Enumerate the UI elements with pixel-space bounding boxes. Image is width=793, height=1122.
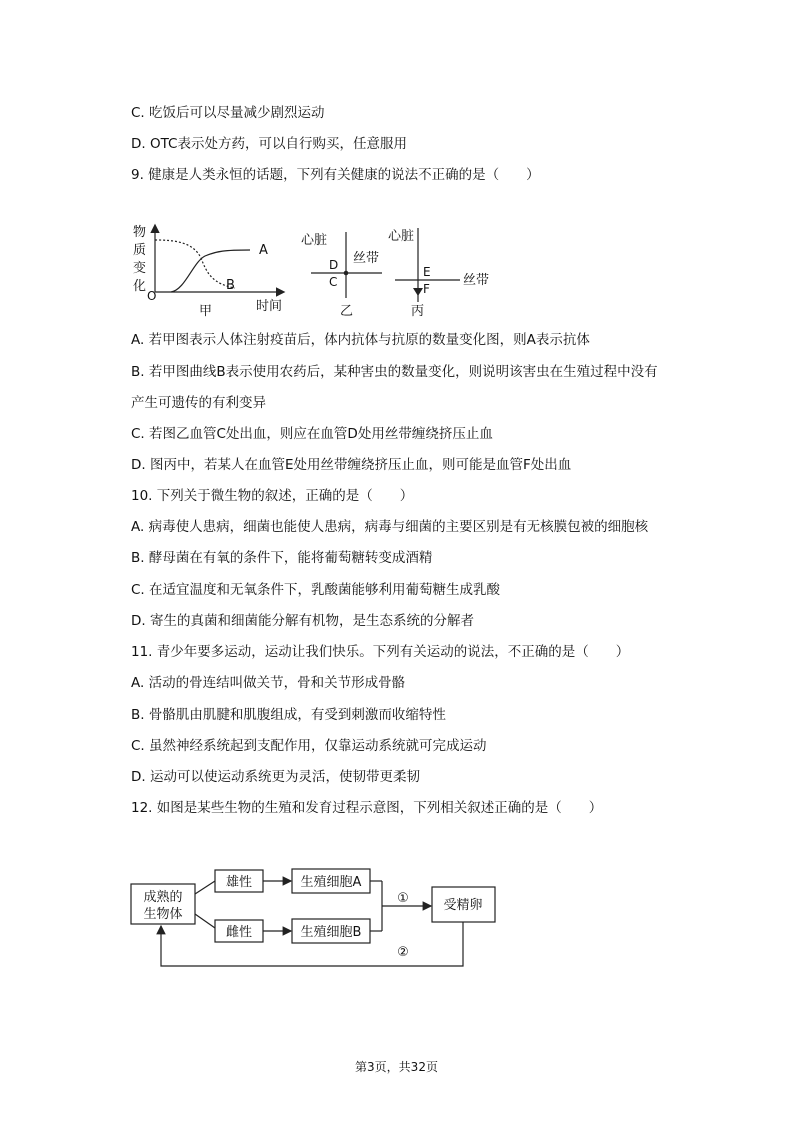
male-label: 雄性 <box>225 875 253 890</box>
option-c-q9: C. 若图乙血管C处出血，则应在血管D处用丝带缠绕挤压止血 <box>131 426 493 442</box>
cell-b-label: 生殖细胞B <box>300 925 362 940</box>
graph-yi <box>301 232 382 319</box>
heart-label-yi: 心脏 <box>301 233 328 248</box>
flow-diagram <box>125 858 505 973</box>
question-10: 10. 下列关于微生物的叙述，正确的是（ ） <box>131 488 414 504</box>
y-label-2: 质 <box>133 243 147 258</box>
option-a-q10: A. 病毒使人患病，细菌也能使人患病，病毒与细菌的主要区别是有无核膜包被的细胞核 <box>131 519 649 535</box>
option-c-q8: C. 吃饭后可以尽量减少剧烈运动 <box>131 105 325 121</box>
zygote-label: 受精卵 <box>443 898 483 913</box>
graph-bing <box>388 228 489 319</box>
label-e: E <box>423 265 431 279</box>
y-label-3: 变 <box>133 261 147 276</box>
option-d-q10: D. 寄生的真菌和细菌能分解有机物，是生态系统的分解者 <box>131 613 474 629</box>
mature-line2: 生物体 <box>143 907 183 922</box>
option-c-q10: C. 在适宜温度和无氧条件下，乳酸菌能够利用葡萄糖生成乳酸 <box>131 582 501 598</box>
origin-label: O <box>147 289 157 303</box>
question-11: 11. 青少年要多运动，运动让我们快乐。下列有关运动的说法，不正确的是（ ） <box>131 644 630 660</box>
step1-label: ① <box>397 891 409 906</box>
option-b-q9-cont: 产生可遗传的有利变异 <box>131 395 266 411</box>
option-d-q11: D. 运动可以使运动系统更为灵活，使韧带更柔韧 <box>131 769 420 785</box>
figure-q9 <box>125 218 505 323</box>
curve-a-label: A <box>259 243 268 258</box>
x-axis-label: 时间 <box>256 299 283 314</box>
ribbon-label-bing: 丝带 <box>463 273 490 288</box>
option-b-q11: B. 骨骼肌由肌腱和肌腹组成，有受到刺激而收缩特性 <box>131 707 446 723</box>
curve-b <box>155 240 235 288</box>
option-a-q11: A. 活动的骨连结叫做关节，骨和关节形成骨骼 <box>131 675 406 691</box>
heart-label-bing: 心脏 <box>388 229 415 244</box>
option-c-q11: C. 虽然神经系统起到支配作用，仅靠运动系统就可完成运动 <box>131 738 487 754</box>
question-12: 12. 如图是某些生物的生殖和发育过程示意图，下列相关叙述正确的是（ ） <box>131 800 603 816</box>
y-label-4: 化 <box>133 279 147 294</box>
option-d-q9: D. 图丙中，若某人在血管E处用丝带缠绕挤压止血，则可能是血管F处出血 <box>131 457 572 473</box>
curve-b-label: B <box>226 278 235 293</box>
caption-jia: 甲 <box>199 304 213 319</box>
branch-female <box>195 914 215 928</box>
question-9: 9. 健康是人类永恒的话题，下列有关健康的说法不正确的是（ ） <box>131 167 540 183</box>
caption-yi: 乙 <box>340 304 354 319</box>
flow-arrow-bing <box>413 288 423 296</box>
option-b-q10: B. 酵母菌在有氧的条件下，能将葡萄糖转变成酒精 <box>131 550 433 566</box>
branch-male <box>195 881 215 894</box>
cell-a-label: 生殖细胞A <box>300 875 362 890</box>
curve-a <box>171 250 250 292</box>
point-yi <box>344 271 349 276</box>
option-a-q9: A. 若甲图表示人体注射疫苗后，体内抗体与抗原的数量变化图，则A表示抗体 <box>131 332 590 348</box>
page-footer: 第3页，共32页 <box>355 1060 438 1074</box>
female-label: 雌性 <box>225 925 253 940</box>
option-b-q9: B. 若甲图曲线B表示使用农药后，某种害虫的数量变化，则说明该害虫在生殖过程中没有 <box>131 364 658 380</box>
caption-bing: 丙 <box>411 304 425 319</box>
label-f: F <box>423 282 430 296</box>
label-c: C <box>329 275 338 289</box>
step2-label: ② <box>397 945 409 960</box>
mature-line1: 成熟的 <box>143 890 183 905</box>
label-d: D <box>329 258 339 272</box>
option-d-q8: D. OTC表示处方药，可以自行购买，任意服用 <box>131 136 407 152</box>
ribbon-label-yi: 丝带 <box>353 251 380 266</box>
graph-jia <box>133 224 283 319</box>
y-label-1: 物 <box>133 225 147 240</box>
